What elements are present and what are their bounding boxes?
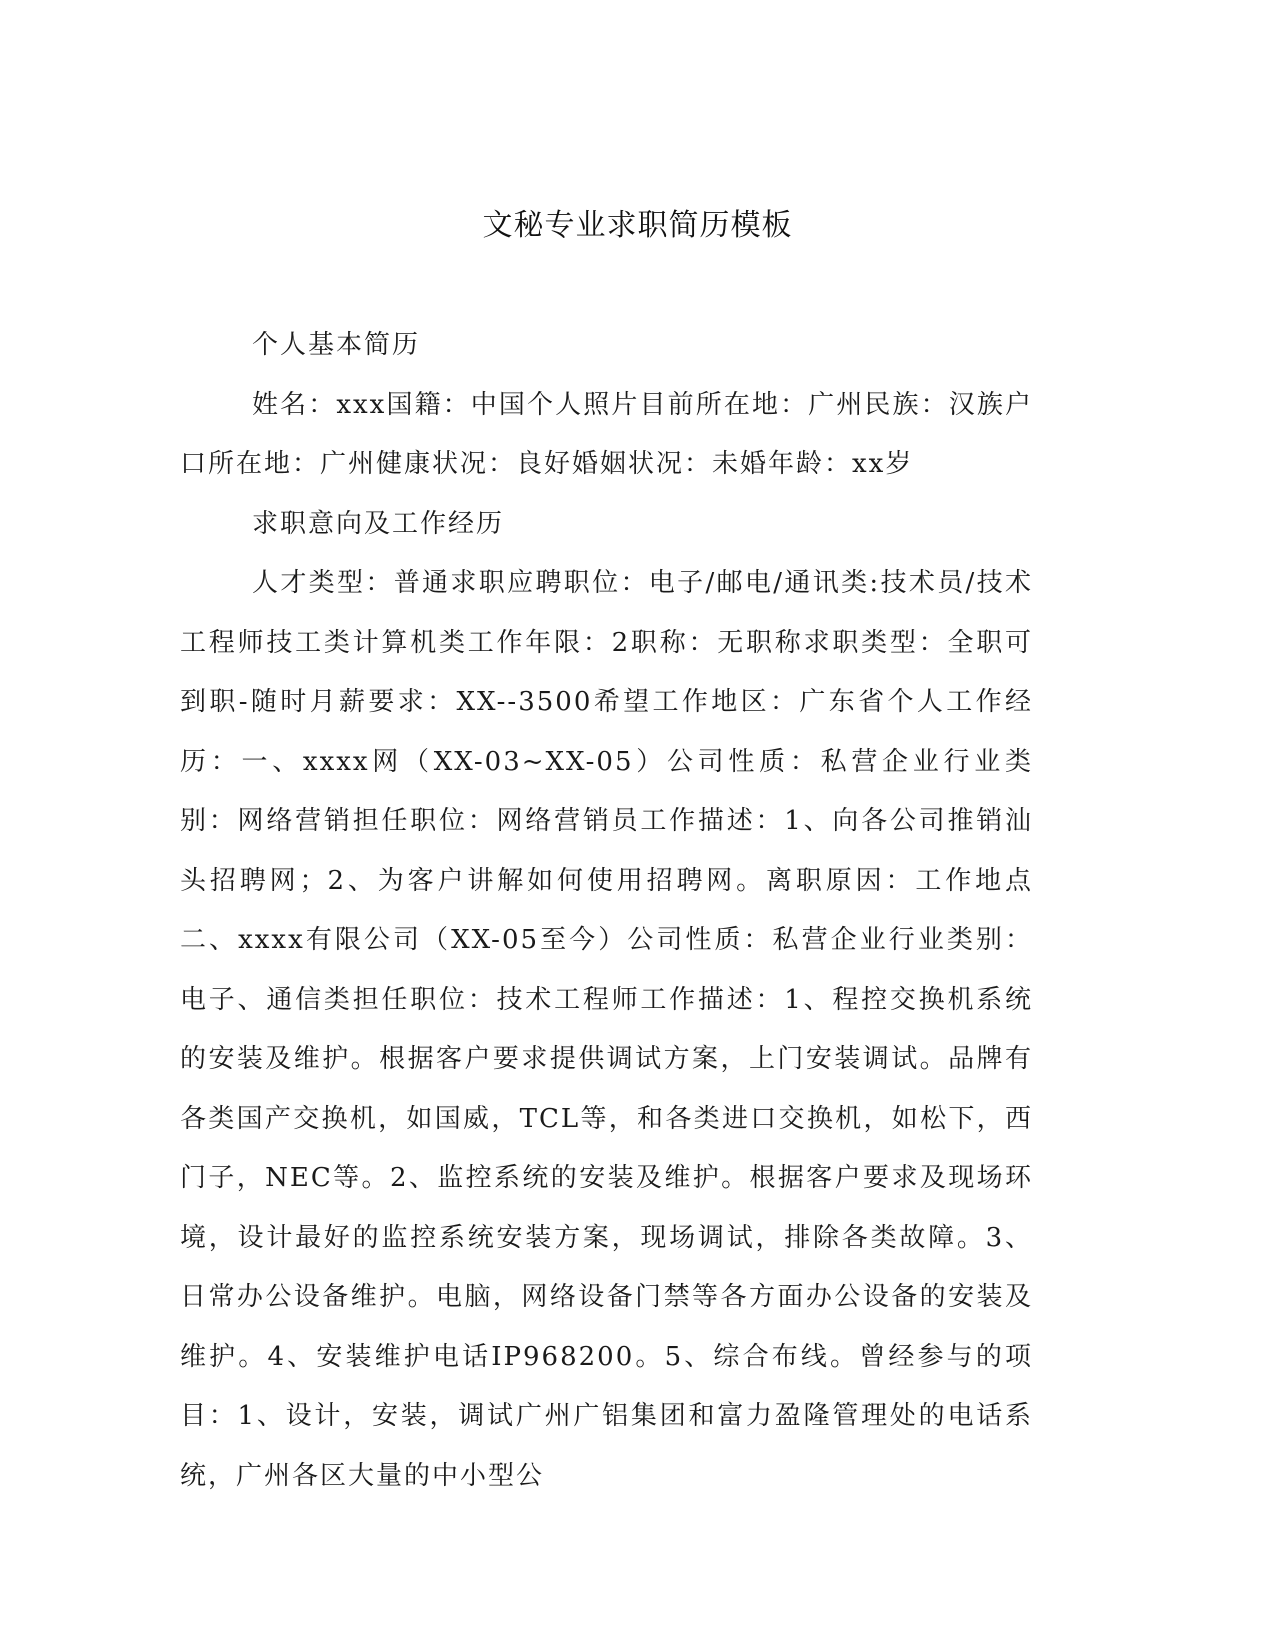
document-title: 文秘专业求职简历模板 [482, 208, 793, 243]
work-experience-paragraph: 人才类型：普通求职应聘职位：电子/邮电/通讯类:技术员/技术工程师技工类计算机类工作年限：2职称：无职称求职类型：全职可到职-随时月薪要求：XX--3500希望工作地区：广东省个人工作经历：一、xxxx网（XX-03~XX-05）公司性质：私营企业行业类别：网络营销担任职位：网络营销员工作描述：1、向各公司推销汕头招聘网；2、为客户讲解如何使用招聘网。离职原因：工作地点二、xxxx有限公司（XX-05至今）公司性质：私营企业行业类别：电子、通信类担任职位：技术工程师工作描述：1、程控交换机系统的安装及维护。根据客户要求提供调试方案，上门安装调试。品牌有各类国产交换机，如国威，TCL等，和各类进口交换机，如松下，西门子，NEC等。2、监控系统的安装及维护。根据客户要求及现场环境，设计最好的监控系统安装方案，现场调试，排除各类故障。3、日常办公设备维护。电脑，网络设备门禁等各方面办公设备的安装及维护。4、安装维护电话IP968200。5、综合布线。曾经参与的项目：1、设计，安装，调试广州广铝集团和富力盈隆管理处的电话系统，广州各区大量的中小型公 [180, 568, 1033, 1491]
section-heading-basic-info: 个人基本简历 [252, 330, 421, 360]
document-body [180, 316, 1033, 1506]
section-heading-job-intent: 求职意向及工作经历 [252, 508, 505, 539]
personal-info-paragraph: 姓名：xxx国籍：中国个人照片目前所在地：广州民族：汉族户口所在地：广州健康状况：良好婚姻状况：未婚年龄：xx岁 [180, 389, 1033, 479]
